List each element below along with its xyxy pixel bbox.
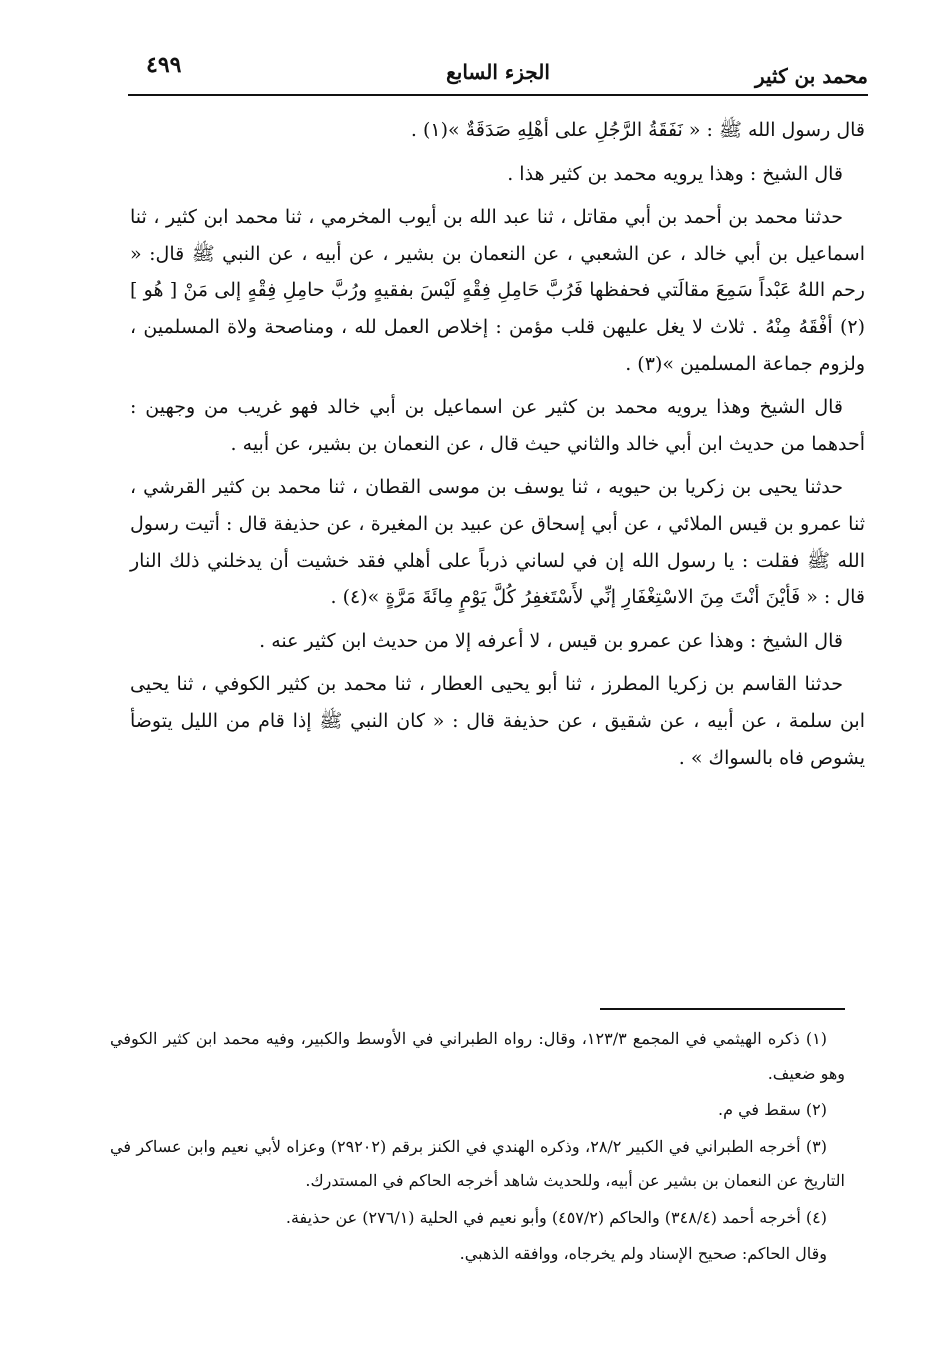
- paragraph-6: قال الشيخ : وهذا عن عمرو بن قيس ، لا أعرفه إلا من حديث ابن كثير عنه .: [259, 629, 843, 652]
- header-author: محمد بن كثير: [754, 64, 868, 88]
- footnote-2: (٢) سقط في م.: [717, 1100, 827, 1119]
- running-header: [128, 50, 868, 96]
- paragraph-5: حدثنا يحيى بن زكريا بن حيويه ، ثنا يوسف بن موسى القطان ، ثنا محمد بن كثير القرشي ، ثنا عمرو بن قيس الملائي ، عن أبي إسحاق عن عبيد بن المغيرة ، عن حذيفة قال : أتيت رسول الله ﷺ فقلت : يا رسول الله إن في لساني ذرباً على أهلي فقد خشيت أن يدخلني ذلك النار قال : « فَأيْنَ أنْتَ مِنَ الاسْتِغْفَارِ إنِّي لأَسْتَغفِرُ كُلَّ يَوْمٍ مِائَةَ مَرَّةٍ »(٤) .: [130, 476, 865, 609]
- footnote-4: (٤) أخرجه أحمد (٣٤٨/٤) والحاكم (٤٥٧/٢) وأبو نعيم في الحلية (٢٧٦/١) عن حذيفة.: [285, 1207, 827, 1227]
- page-number: ٤٩٩: [146, 52, 182, 78]
- footnote-4-continued: وقال الحاكم: صحيح الإسناد ولم يخرجاه، ووافقه الذهبي.: [459, 1244, 827, 1263]
- paragraph-4: قال الشيخ وهذا يرويه محمد بن كثير عن اسماعيل بن أبي خالد فهو غريب من وجهين : أحدهما من حديث ابن أبي خالد والثاني حيث قال ، عن النعمان بن بشير، عن أبيه .: [130, 396, 865, 455]
- footnote-3: (٣) أخرجه الطبراني في الكبير ٢٨/٢، وذكره الهندي في الكنز برقم (٢٩٢٠٢) وعزاه لأبي نعيم وابن عساكر في التاريخ عن النعمان بن بشير عن أبيه، وللحديث شاهد أخرجه الحاكم في المستدرك.: [110, 1136, 845, 1190]
- paragraph-7: حدثنا القاسم بن زكريا المطرز ، ثنا أبو يحيى العطار ، ثنا محمد بن كثير الكوفي ، ثنا يحيى ابن سلمة ، عن أبيه ، عن شقيق ، عن حذيفة قال : « كان النبي ﷺ إذا قام من الليل يتوضأ يشوص فاه بالسواك » .: [130, 673, 865, 769]
- paragraph-1: قال رسول الله ﷺ : « نَفَقَةُ الرَّجُلِ على أهْلِهِ صَدَقَةٌ »(١) .: [410, 119, 865, 141]
- footnotes: [110, 1022, 845, 1274]
- main-text: [130, 112, 865, 783]
- header-part: الجزء السابع: [446, 60, 550, 84]
- footnote-separator: [600, 1008, 845, 1010]
- paragraph-3: حدثنا محمد بن أحمد بن أبي مقاتل ، ثنا عبد الله بن أيوب المخرمي ، ثنا محمد ابن كثير ، ثنا اسماعيل بن أبي خالد ، عن الشعبي ، عن النعمان بن بشير ، عن أبيه ، عن النبي ﷺ قال: « رحم اللهُ عَبْداً سَمِعَ مقالَتي فحفظها فَرُبَّ حَامِلِ فِقْهٍ لَيْسَ بفقيهٍ ورُبَّ حامِلِ فِقْهٍ إلى مَنْ [ هُو ](٢) أفْقَهُ مِنْهُ . ثلاث لا يغل عليهن قلب مؤمن : إخلاص العمل لله ، ومناصحة ولاة المسلمين ، ولزوم جماعة المسلمين »(٣) .: [130, 206, 865, 375]
- paragraph-2: قال الشيخ : وهذا يرويه محمد بن كثير هذا .: [507, 162, 843, 185]
- footnote-1: (١) ذكره الهيثمي في المجمع ١٢٣/٣، وقال: رواه الطبراني في الأوسط والكبير، وفيه محمد ابن كثير الكوفي وهو ضعيف.: [110, 1029, 845, 1083]
